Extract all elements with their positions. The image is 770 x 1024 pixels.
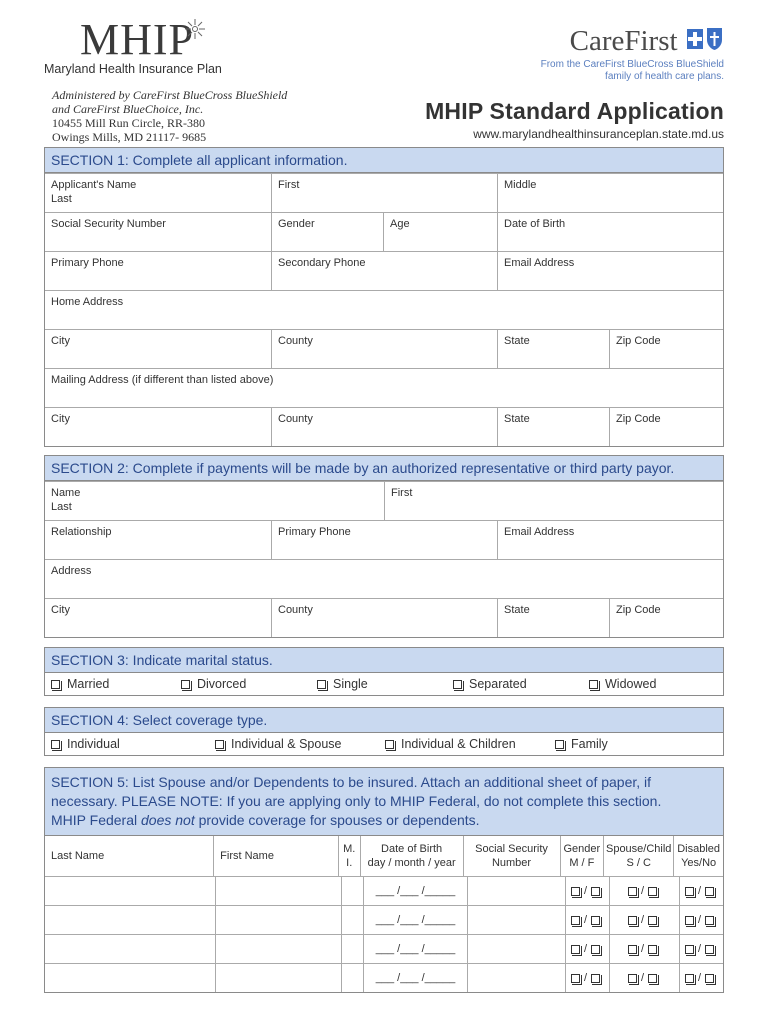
checkbox-icon <box>705 974 714 983</box>
checkbox-icon <box>591 945 600 954</box>
table-row <box>45 905 723 934</box>
dependent-mi-input[interactable] <box>341 964 363 992</box>
carefirst-wordmark: CareFirst <box>569 25 678 57</box>
checkbox-icon <box>317 680 326 689</box>
section-5-heading <box>45 768 723 836</box>
checkbox-icon <box>591 887 600 896</box>
checkbox-icon <box>591 916 600 925</box>
page-title: MHIP Standard Application <box>425 98 724 124</box>
spouse-child-checkboxes[interactable]: / <box>609 906 679 934</box>
section-4 <box>44 707 724 756</box>
checkbox-icon <box>628 916 637 925</box>
applicant-first-name-field[interactable]: First <box>271 174 497 212</box>
checkbox-icon <box>628 974 637 983</box>
applicant-contact-row <box>45 251 723 290</box>
applicant-middle-name-field[interactable]: Middle <box>497 174 723 212</box>
dob-field[interactable]: Date of Birth <box>497 213 723 251</box>
checkbox-icon <box>571 974 580 983</box>
option-label: Single <box>333 677 368 691</box>
checkbox-icon <box>571 887 580 896</box>
checkbox-icon <box>705 945 714 954</box>
dependent-ssn-input[interactable] <box>467 935 565 963</box>
gender-field[interactable]: Gender <box>271 213 383 251</box>
payor-address-row <box>45 559 723 598</box>
home-address-field[interactable]: Home Address <box>51 296 124 308</box>
payor-last-name-field[interactable]: Name Last <box>51 487 81 513</box>
option-label: Individual & Spouse <box>231 737 342 751</box>
payor-phone-field[interactable]: Primary Phone <box>271 521 497 559</box>
mailing-city-row <box>45 407 723 446</box>
dependent-last-name-input[interactable] <box>45 906 215 934</box>
checkbox-icon <box>628 945 637 954</box>
dependent-first-name-input[interactable] <box>215 877 341 905</box>
dependent-first-name-input[interactable] <box>215 935 341 963</box>
dependent-dob-input[interactable]: ___ /___ /_____ <box>363 964 467 992</box>
dependent-first-name-input[interactable] <box>215 906 341 934</box>
checkbox-icon <box>685 974 694 983</box>
mailing-address-row <box>45 368 723 407</box>
col-first-name: First Name <box>213 836 338 876</box>
dependent-dob-input[interactable]: ___ /___ /_____ <box>363 906 467 934</box>
dependent-mi-input[interactable] <box>341 877 363 905</box>
family-checkbox[interactable] <box>555 737 723 751</box>
payor-name-row <box>45 481 723 520</box>
disabled-checkboxes[interactable]: / <box>679 964 723 992</box>
checkbox-icon <box>705 887 714 896</box>
payor-state-field[interactable]: State <box>497 599 609 637</box>
home-county-field[interactable]: County <box>271 330 497 368</box>
ssn-field[interactable]: Social Security Number <box>51 218 166 230</box>
col-date-of-birth: Date of Birth day / month / year <box>360 836 463 876</box>
col-gender: Gender M / F <box>560 836 604 876</box>
checkbox-icon <box>51 680 60 689</box>
section-5-heading-line: necessary. PLEASE NOTE: If you are applying only to MHIP Federal, do not complete this section. <box>51 793 662 809</box>
single-checkbox[interactable] <box>317 677 453 691</box>
col-ssn: Social Security Number <box>463 836 560 876</box>
col-last-name: Last Name <box>51 850 105 862</box>
checkbox-icon <box>591 974 600 983</box>
checkbox-icon <box>555 740 564 749</box>
divorced-checkbox[interactable] <box>181 677 317 691</box>
payor-contact-row <box>45 520 723 559</box>
dependent-ssn-input[interactable] <box>467 906 565 934</box>
dependent-dob-input[interactable]: ___ /___ /_____ <box>363 935 467 963</box>
option-label: Family <box>571 737 608 751</box>
mailing-county-field[interactable]: County <box>271 408 497 446</box>
married-checkbox[interactable] <box>45 677 181 691</box>
section-5 <box>44 767 724 993</box>
mailing-zip-field[interactable]: Zip Code <box>609 408 723 446</box>
option-label: Individual & Children <box>401 737 516 751</box>
mhip-tagline: Maryland Health Insurance Plan <box>44 62 222 76</box>
dependent-last-name-input[interactable] <box>45 964 215 992</box>
col-disabled: Disabled Yes/No <box>673 836 723 876</box>
dependents-table-header <box>45 836 723 876</box>
checkbox-icon <box>685 887 694 896</box>
checkbox-icon <box>648 974 657 983</box>
section-3 <box>44 647 724 696</box>
applicant-name-row <box>45 173 723 212</box>
age-field[interactable]: Age <box>383 213 497 251</box>
secondary-phone-field[interactable]: Secondary Phone <box>271 252 497 290</box>
payor-zip-field[interactable]: Zip Code <box>609 599 723 637</box>
checkbox-icon <box>51 740 60 749</box>
mailing-address-field[interactable]: Mailing Address (if different than listed above) <box>51 374 274 386</box>
checkbox-icon <box>648 945 657 954</box>
section-1-heading: SECTION 1: Complete all applicant information. <box>45 148 723 173</box>
primary-phone-field[interactable]: Primary Phone <box>51 257 124 269</box>
payor-city-field[interactable]: City <box>51 604 70 616</box>
checkbox-icon <box>685 916 694 925</box>
spouse-child-checkboxes[interactable]: / <box>609 935 679 963</box>
home-city-row <box>45 329 723 368</box>
page-header <box>0 0 770 145</box>
gender-checkboxes[interactable]: / <box>565 935 609 963</box>
option-label: Separated <box>469 677 527 691</box>
gender-checkboxes[interactable]: / <box>565 906 609 934</box>
mhip-logo <box>44 15 244 76</box>
dependent-last-name-input[interactable] <box>45 935 215 963</box>
table-row <box>45 934 723 963</box>
email-field[interactable]: Email Address <box>497 252 723 290</box>
relationship-field[interactable]: Relationship <box>51 526 112 538</box>
admin-line: Owings Mills, MD 21117- 9685 <box>52 130 207 144</box>
table-row <box>45 876 723 905</box>
checkbox-icon <box>648 916 657 925</box>
applicant-id-row <box>45 212 723 251</box>
section-4-heading: SECTION 4: Select coverage type. <box>45 708 723 733</box>
home-city-field[interactable]: City <box>51 335 70 347</box>
individual-spouse-checkbox[interactable] <box>215 737 385 751</box>
disabled-checkboxes[interactable]: / <box>679 906 723 934</box>
checkbox-icon <box>571 945 580 954</box>
checkbox-icon <box>453 680 462 689</box>
widowed-checkbox[interactable] <box>589 677 723 691</box>
dependent-first-name-input[interactable] <box>215 964 341 992</box>
marital-status-options <box>45 673 723 695</box>
option-label: Widowed <box>605 677 657 691</box>
disabled-checkboxes[interactable]: / <box>679 935 723 963</box>
individual-children-checkbox[interactable] <box>385 737 555 751</box>
administrator-address <box>52 88 287 144</box>
separated-checkbox[interactable] <box>453 677 589 691</box>
payor-address-field[interactable]: Address <box>51 565 92 577</box>
checkbox-icon <box>589 680 598 689</box>
gender-checkboxes[interactable]: / <box>565 877 609 905</box>
applicant-last-name-field[interactable]: Applicant's Name Last <box>51 179 137 205</box>
col-spouse-child: Spouse/Child S / C <box>603 836 673 876</box>
dependent-ssn-input[interactable] <box>467 877 565 905</box>
option-label: Divorced <box>197 677 247 691</box>
mailing-city-field[interactable]: City <box>51 413 70 425</box>
coverage-type-options <box>45 733 723 755</box>
individual-checkbox[interactable] <box>45 737 215 751</box>
admin-line: Administered by CareFirst BlueCross BlueShield <box>52 88 288 102</box>
daisy-icon <box>184 18 206 40</box>
col-middle-initial: M. I. <box>338 836 360 876</box>
section-5-heading-line: SECTION 5: List Spouse and/or Dependents to be insured. Attach an additional sheet of paper, if <box>51 774 652 790</box>
section-2-heading: SECTION 2: Complete if payments will be made by an authorized representative or third party payor. <box>45 456 723 481</box>
checkbox-icon <box>628 887 637 896</box>
checkbox-icon <box>181 680 190 689</box>
checkbox-icon <box>648 887 657 896</box>
gender-checkboxes[interactable]: / <box>565 964 609 992</box>
option-label: Individual <box>67 737 120 751</box>
checkbox-icon <box>215 740 224 749</box>
section-2 <box>44 455 724 638</box>
payor-first-name-field[interactable]: First <box>384 482 723 520</box>
admin-line: and CareFirst BlueChoice, Inc. <box>52 102 204 116</box>
bluecross-blueshield-icon <box>686 26 724 52</box>
dependent-mi-input[interactable] <box>341 935 363 963</box>
section-1 <box>44 147 724 447</box>
spouse-child-checkboxes[interactable]: / <box>609 877 679 905</box>
checkbox-icon <box>571 916 580 925</box>
home-zip-field[interactable]: Zip Code <box>609 330 723 368</box>
checkbox-icon <box>385 740 394 749</box>
payor-email-field[interactable]: Email Address <box>497 521 723 559</box>
mhip-wordmark: MHIP <box>80 15 195 64</box>
disabled-checkboxes[interactable]: / <box>679 877 723 905</box>
table-row <box>45 963 723 992</box>
spouse-child-checkboxes[interactable]: / <box>609 964 679 992</box>
dependent-dob-input[interactable]: ___ /___ /_____ <box>363 877 467 905</box>
home-address-row <box>45 290 723 329</box>
carefirst-logo <box>514 25 724 82</box>
admin-line: 10455 Mill Run Circle, RR-380 <box>52 116 205 130</box>
carefirst-tagline: family of health care plans. <box>605 71 724 82</box>
dependent-mi-input[interactable] <box>341 906 363 934</box>
payor-city-row <box>45 598 723 637</box>
section-3-heading: SECTION 3: Indicate marital status. <box>45 648 723 673</box>
mailing-state-field[interactable]: State <box>497 408 609 446</box>
carefirst-tagline: From the CareFirst BlueCross BlueShield <box>540 59 724 70</box>
dependent-ssn-input[interactable] <box>467 964 565 992</box>
checkbox-icon <box>685 945 694 954</box>
checkbox-icon <box>705 916 714 925</box>
website-url: www.marylandhealthinsuranceplan.state.md.us <box>473 127 724 141</box>
home-state-field[interactable]: State <box>497 330 609 368</box>
dependent-last-name-input[interactable] <box>45 877 215 905</box>
section-5-heading-line: MHIP Federal does not provide coverage for spouses or dependents. <box>51 812 480 828</box>
option-label: Married <box>67 677 110 691</box>
payor-county-field[interactable]: County <box>271 599 497 637</box>
